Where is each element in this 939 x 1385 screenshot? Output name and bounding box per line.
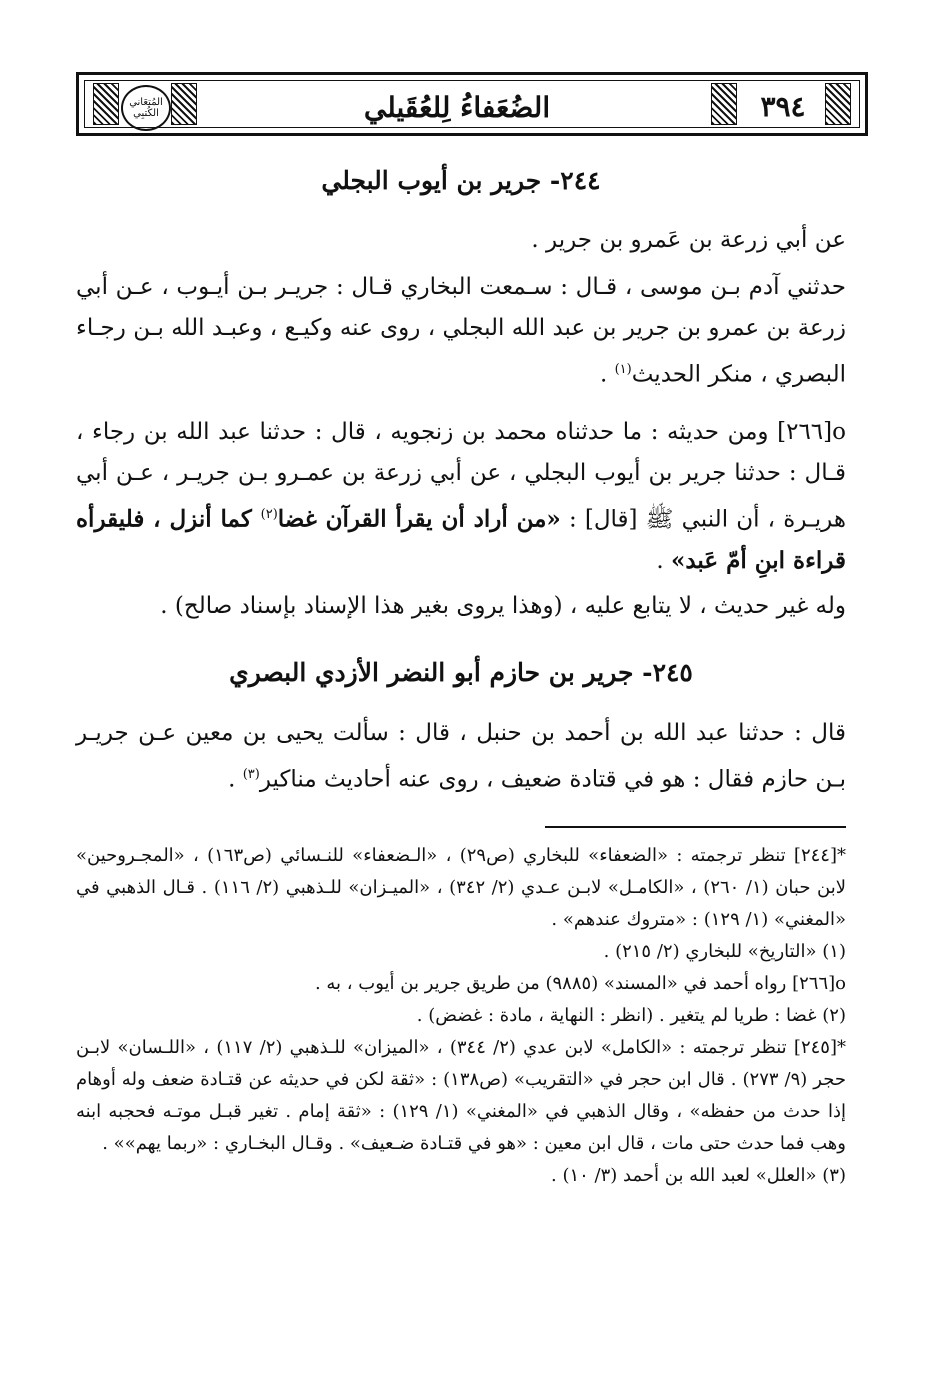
narration-paragraph [76,267,846,396]
entry-245-title: ٢٤٥- جرير بن حازم أبو النضر الأزدي البصري [229,658,693,687]
entry-245-body [76,713,846,801]
hadith-text: ومن حديثه : ما حدثناه محمد بن زنجويه ، قال : حدثنا عبد الله بن رجاء ، قـال : حدثنا جرير بن أيوب البجلي ، عن أبي زرعة بن عمـرو بـن جريـر ، عـن أبي هريـرة ، أن النبي ﷺ [قال] : [76,418,846,533]
chain-line: عن أبي زرعة بن عَمرو بن جرير . [531,227,846,253]
footnotes [76,840,846,1192]
entry-244-body [76,220,846,627]
page-header [76,72,868,136]
footnote-245: *[٢٤٥] تنظر ترجمته : «الكامل» لابن عدي (٢/ ٣٤٤) ، «الميزان» للـذهبي (٢/ ١١٧) ، «اللـسان» لابـن حجر (٩/ ٢٧٣) . قال ابن حجر في «التقريب» (ص١٣٨) : «ثقة لكن في حديثه عن قتـادة ضعف وله أوهام إذا حدث من حفظه» ، وقال الذهبي في «المغني» (١/ ١٢٩) : «ثقة إمام . تغير قبـل موتـه فحجبه ابنه وهب فما حدث حتى مات ، قال ابن معين : «هو في قتـادة ضـعيف» . وقـال البخـاري : «ربما يهم»» . [76,1037,846,1154]
footnote-2: (٢) غضا : طريا لم يتغير . (انظر : النهاية ، مادة : غضض) . [416,1005,846,1026]
hadith-quote: «من أراد أن يقرأ القرآن غضا [277,505,561,533]
footnote-ref: (١) [614,362,632,377]
comment-paragraph: وله غير حديث ، لا يتابع عليه ، (وهذا يروى بغير هذا الإسناد بإسناد صالح) . [160,593,846,620]
running-title: الضُعَفاءُ لِلعُقَيلي [363,91,551,124]
footnote-ref: (٣) [242,767,260,782]
publisher-seal: المُتعَاني الكُتبِي [121,85,171,131]
narration-text: حدثني آدم بـن موسى ، قـال : سـمعت البخاري قـال : جريـر بـن أيـوب ، عـن أبي زرعة بن عمرو بن جرير بن عبد الله البجلي ، روى عنه وكيـع ، وعبـد الله بـن رجـاء البصري ، منكر الحديث [76,274,846,388]
punctuation: . [228,766,243,793]
footnote-266: o[٢٦٦] رواه أحمد في «المسند» (٩٨٨٥) من طريق جرير بن أيوب ، به . [314,973,846,994]
ornament-border [825,83,851,125]
narration-text: قال : حدثنا عبد الله بن أحمد بن حنبل ، قال : سألت يحيى بن معين عـن جريـر بـن حازم فقال : هو في قتادة ضعيف ، روى عنه أحاديث مناكير [76,720,846,793]
page-number: ٣٩٤ [760,90,806,123]
ornament-border [171,83,197,125]
narration-paragraph [76,713,846,801]
hadith-number: o[٢٦٦] [777,418,846,445]
hadith-paragraph [76,412,846,583]
punctuation: . [656,548,671,575]
header-frame [84,80,860,128]
ornament-border [711,83,737,125]
footnote-3: (٣) «العلل» لعبد الله بن أحمد (٣/ ١٠) . [551,1165,846,1186]
ornament-border [93,83,119,125]
hadith-quote: كما أنزل ، فليقرأه قراءة ابنِ أمّ عَبد» [76,505,846,575]
footnote-ref: (٢) [260,506,278,522]
footnote-separator [545,826,846,828]
entry-244-title: ٢٤٤- جرير بن أيوب البجلي [321,166,601,195]
footnote-244: *[٢٤٤] تنظر ترجمته : «الضعفاء» للبخاري (ص٢٩) ، «الـضعفاء» للنـسائي (ص١٦٣) ، «المجـروحين» لابن حبان (١/ ٢٦٠) ، «الكامـل» لابـن عـدي (٢/ ٣٤٢) ، «الميـزان» للـذهبي (٢/ ١١٦) . قـال الذهبي في «المغني» (١/ ١٢٩) : «متروك عندهم» . [76,845,847,930]
footnote-1: (١) «التاريخ» للبخاري (٢/ ٢١٥) . [603,941,846,962]
punctuation: . [599,361,615,388]
